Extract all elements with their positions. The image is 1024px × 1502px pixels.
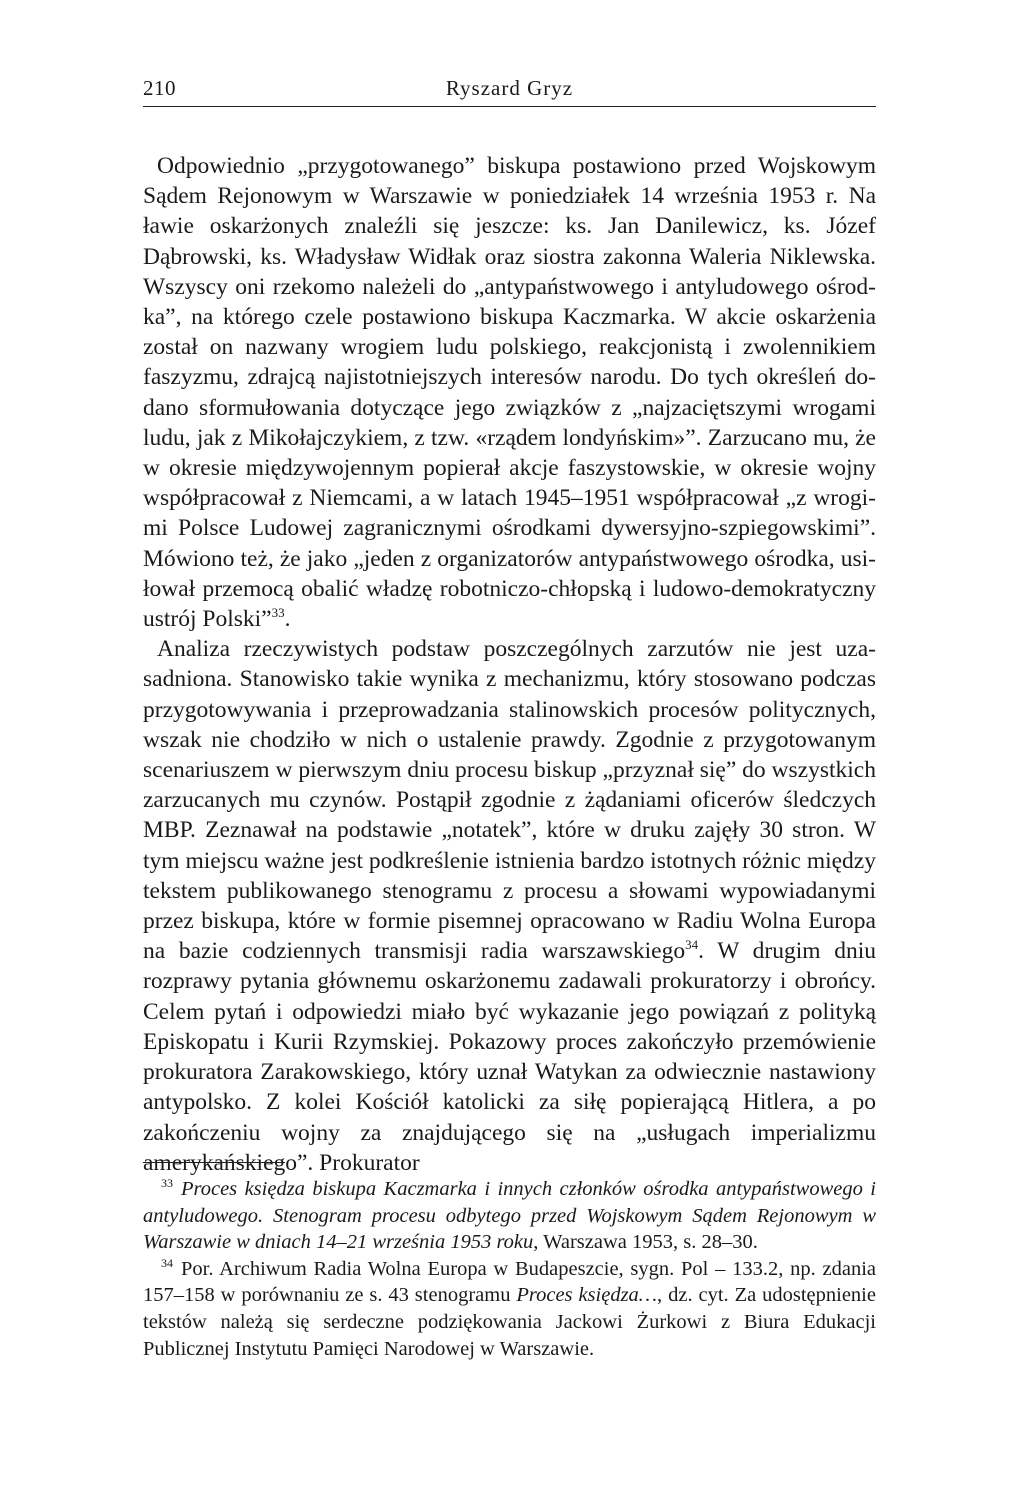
paragraph-2-text-b: . W drugim dniu rozprawy pytania głównemu oskarżonemu zadawali prokuratorzy i obrońcy. Celem pytań i odpowiedzi miało być wykazanie jego powiązań z polityką Episkopatu i Kurii Rzymskiej. Pokazowy proces zakończyło przemówienie prokuratora Zarakowskiego, który uznał Watykan za odwiecznie nastawiony antypolsko. Z kolei Kościół katolicki za siłę popierającą Hitlera, a po zakończeniu wojny za znajdującego się na „usługach imperializmu amerykańskiego”. Prokurator (143, 938, 877, 1176)
main-text (143, 151, 876, 1178)
footnote-34-title: Proces księdza… (516, 1284, 658, 1307)
footnote-number: 33 (161, 1176, 173, 1191)
footnote-number: 34 (161, 1255, 173, 1270)
paragraph-1-text: Odpowiednio „przygotowanego” biskupa postawiono przed Wojskowym Sądem Rejonowym w Warszawie w poniedziałek 14 września 1953 r. Na ławie oskarżonych znaleźli się jeszcze: ks. Jan Danilewicz, ks. Józef Dąbrowski, ks. Władysław Widłak oraz siostra zakonna Waleria Niklewska. Wszyscy oni rzekomo należeli do „antypaństwowego i antyludowego ośrodka”, na którego czele postawiono biskupa Kaczmarka. W akcie oskarżenia został on nazwany wrogiem ludu polskiego, reakcjonistą i zwolennikiem faszyzmu, zdrajcą najistotniejszych interesów narodu. Do tych określeń dodano sformułowania dotyczące jego związków z „najzaciętszymi wrogami ludu, jak z Mikołajczykiem, z tzw. «rządem londyńskim»”. Zarzucano mu, że w okresie międzywojennym popierał akcje faszystowskie, w okresie wojny współpracował z Niemcami, a w latach 1945–1951 współpracował „z wrogimi Polsce Ludowej zagranicznymi ośrodkami dywersyjno-szpiegowskimi”. Mówiono też, że jako „jeden z organizatorów antypaństwowego ośrodka, usiłował przemocą obalić władzę robotniczo-chłopską i ludowo-demokratyczny ustrój Polski” (143, 153, 876, 633)
footnote-ref-34[interactable]: 34 (685, 937, 699, 953)
paragraph-1 (143, 151, 876, 634)
paragraph-2 (143, 634, 876, 1178)
footnote-separator (143, 1162, 285, 1163)
footnote-33 (143, 1176, 876, 1256)
footnotes (143, 1176, 876, 1362)
page-number: 210 (143, 76, 176, 100)
paragraph-1-tail: . (284, 606, 291, 633)
footnote-34 (143, 1256, 876, 1362)
paragraph-2-text-a: Analiza rzeczywistych podstaw poszczególnych zarzutów nie jest uzasadniona. Stanowisko takie wynika z mechanizmu, który stosowano podczas przygotowywania i przeprowadzania stalinowskich procesów politycznych, wszak nie chodziło w nich o ustalenie prawdy. Zgodnie z przygotowanym scenariuszem w pierwszym dniu procesu biskup „przyznał się” do wszystkich zarzucanych mu czynów. Postąpił zgodnie z żądaniami oficerów śledczych MBP. Zeznawał na podstawie „notatek”, które w druku zajęły 30 stron. W tym miejscu ważne jest podkreślenie istnienia bardzo istotnych różnic między tekstem publikowanego stenogramu z procesu a słowami wypowiadanymi przez biskupa, które w formie pisemnej opracowano w Radiu Wolna Europa na bazie codziennych transmisji radia warszawskiego (143, 636, 876, 965)
running-head (143, 72, 876, 107)
footnote-33-text: , Warszawa 1953, s. 28–30. (533, 1231, 758, 1254)
footnote-34-text-a: Por. Archiwum Radia Wolna Europa w Budapeszcie, sygn. Pol – 133.2, np. zdania 157–158 w porównaniu ze s. 43 stenogramu (143, 1257, 876, 1307)
footnote-ref-33[interactable]: 33 (271, 605, 285, 621)
footnote-33-title: Proces księdza biskupa Kaczmarka i innych członków ośrodka antypaństwowego i antyludowego. Stenogram procesu odbytego przed Wojskowym Sądem Rejonowym w Warszawie w dniach 14–21 września 1953 roku (143, 1178, 876, 1254)
footnote-34-text-b: , dz. cyt. Za udostępnienie tekstów należą się serdeczne podziękowania Jackowi Żurkowi z Biura Edukacji Publicznej Instytutu Pamięci Narodowej w Warszawie. (143, 1284, 876, 1360)
running-author: Ryszard Gryz (445, 76, 574, 100)
